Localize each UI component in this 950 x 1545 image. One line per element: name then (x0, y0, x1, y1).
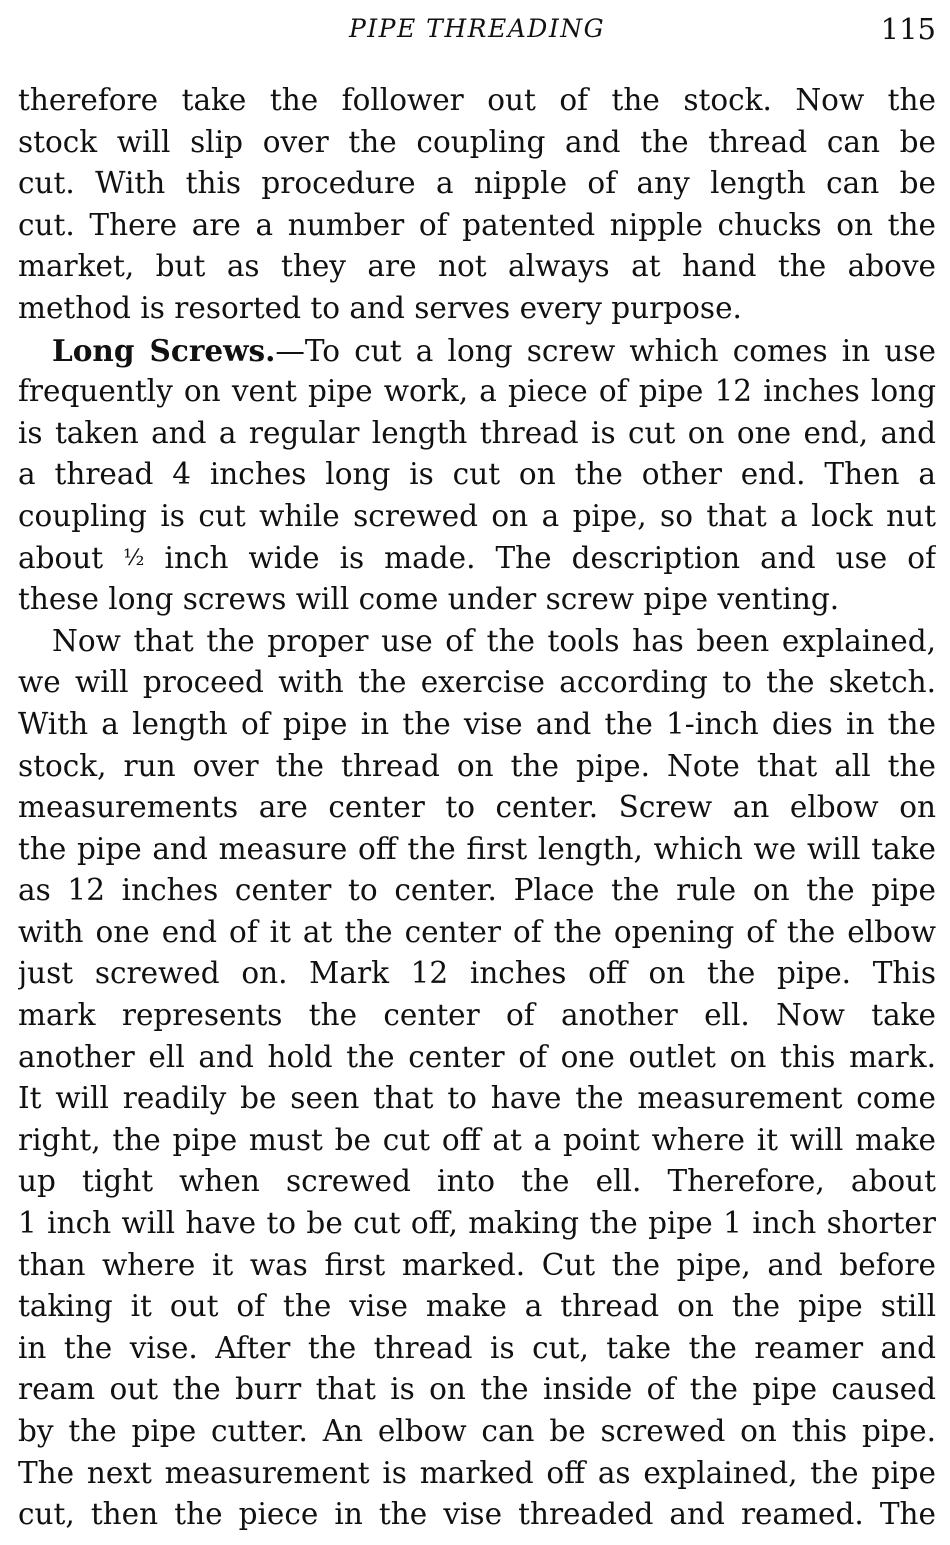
body-text (18, 80, 936, 1536)
text-line: right, the pipe must be cut off at a point where it will make (18, 1122, 936, 1157)
text-line: coupling is cut while screwed on a pipe, so that a lock nut (18, 498, 936, 533)
text-line: Now that the proper use of the tools has been explained, (52, 623, 936, 658)
text-line: 1 inch will have to be cut off, making the pipe 1 inch shorter (18, 1206, 936, 1241)
running-title: PIPE THREADING (348, 14, 606, 43)
text-line: It will readily be seen that to have the measurement come (18, 1081, 936, 1116)
text-line: by the pipe cutter. An elbow can be screwed on this pipe. (18, 1414, 936, 1448)
text-line: a thread 4 inches long is cut on the other end. Then a (18, 457, 936, 492)
text-line: market, but as they are not always at hand the above (18, 249, 936, 284)
text-line (18, 330, 936, 372)
text-line: method is resorted to and serves every purpose. (18, 290, 742, 325)
text-line: in the vise. After the thread is cut, take the reamer and (18, 1330, 936, 1365)
text-run: inch wide is made. The description and use of (164, 540, 936, 575)
text-line: frequently on vent pipe work, a piece of pipe 12 inches long (18, 374, 936, 409)
text-line: stock will slip over the coupling and the thread can be (18, 124, 936, 159)
text-line: another ell and hold the center of one outlet on this mark. (18, 1039, 936, 1074)
text-line: measurements are center to center. Screw an elbow on (18, 790, 936, 825)
text-line (18, 538, 936, 580)
text-line: just screwed on. Mark 12 inches off on the pipe. This (18, 956, 936, 991)
section-heading: Long Screws. (52, 332, 276, 368)
text-line: With a length of pipe in the vise and the 1-inch dies in the (18, 706, 936, 741)
text-run: —To cut a long screw which comes in use (275, 333, 936, 368)
text-line: stock, run over the thread on the pipe. Note that all the (18, 748, 936, 783)
text-line: as 12 inches center to center. Place the rule on the pipe (18, 873, 936, 908)
text-line: taking it out of the vise make a thread on the pipe still (18, 1289, 936, 1324)
text-line: ream out the burr that is on the inside of the pipe caused (18, 1372, 936, 1407)
text-line: mark represents the center of another ell. Now take (18, 998, 936, 1033)
text-line: with one end of it at the center of the opening of the elbow (18, 914, 936, 949)
text-line: is taken and a regular length thread is cut on one end, and (18, 415, 936, 450)
page-number: 115 (880, 12, 936, 46)
text-line: the pipe and measure off the first length, which we will take (18, 831, 936, 866)
text-line: cut, then the piece in the vise threaded and reamed. The (18, 1497, 936, 1532)
text-line: we will proceed with the exercise according to the sketch. (18, 665, 936, 700)
text-run: about (18, 540, 104, 575)
text-line: these long screws will come under screw pipe venting. (18, 582, 840, 617)
text-line: The next measurement is marked off as explained, the pipe (18, 1455, 936, 1490)
text-line: cut. There are a number of patented nipple chucks on the (18, 207, 936, 242)
text-line: up tight when screwed into the ell. Therefore, about (18, 1164, 936, 1199)
text-line: cut. With this procedure a nipple of any length can be (18, 166, 936, 201)
running-head (18, 10, 936, 50)
fraction: ½ (123, 545, 145, 571)
text-line: than where it was first marked. Cut the pipe, and before (18, 1247, 936, 1282)
text-line: therefore take the follower out of the stock. Now the (18, 83, 936, 117)
